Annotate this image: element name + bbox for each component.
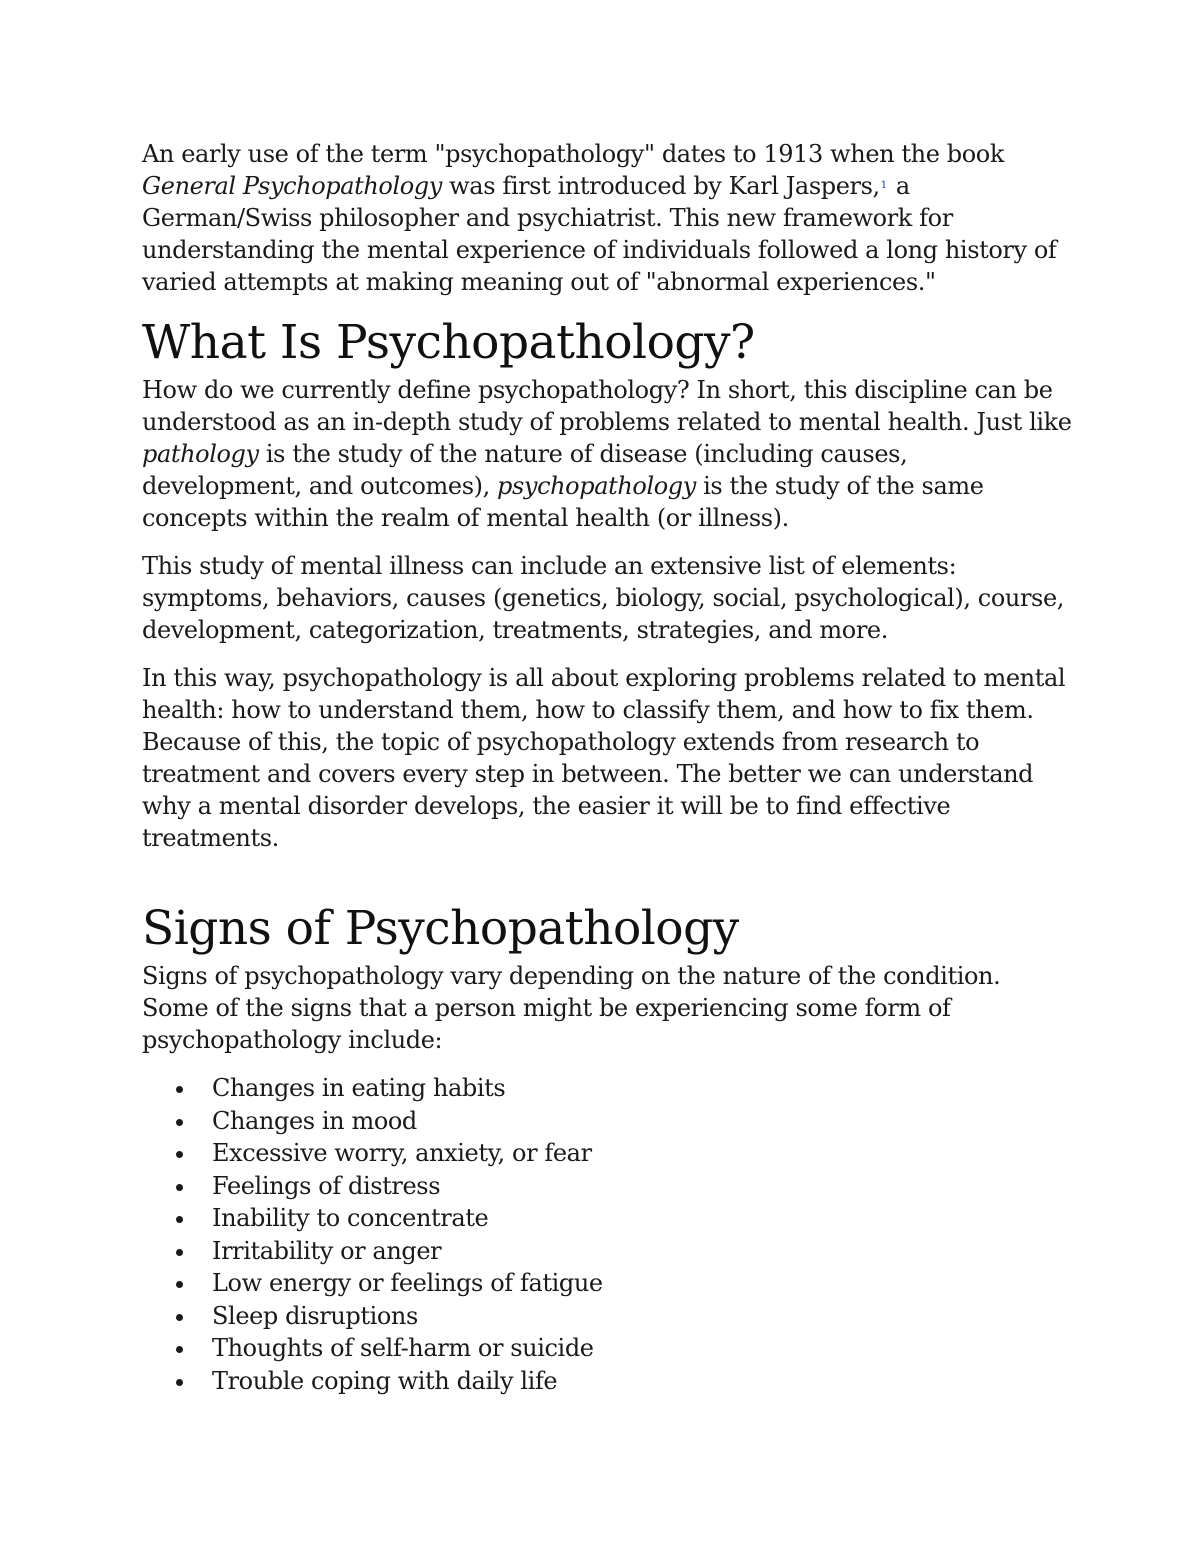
term-pathology: pathology [142,440,259,468]
elements-paragraph: This study of mental illness can include an extensive list of elements: symptoms, behaviors, causes (genetics, biology, social, psychological), course, development, categorization, treatments, strategies, and more. [142,552,1064,644]
definition-text-2: is the study of the nature of disease (including causes, development, and outcomes), [142,440,908,500]
definition-text-1: How do we currently define psychopathology? In short, this discipline can be understood as an in-depth study of problems related to mental health. Just like [142,376,1072,436]
signs-list [142,1072,1072,1397]
list-item-text: Low energy or feelings of fatigue [212,1269,603,1297]
intro-paragraph [142,138,1072,298]
heading-signs-of-psychopathology: Signs of Psychopathology [142,901,739,956]
list-item [212,1300,1072,1333]
list-item-text: Thoughts of self-harm or suicide [212,1334,594,1362]
term-psychopathology: psychopathology [497,472,696,500]
list-item [212,1170,1072,1203]
book-title: General Psychopathology [142,172,442,200]
list-item [212,1202,1072,1235]
bullet-icon [176,1184,183,1191]
bullet-icon [176,1216,183,1223]
bullet-icon [176,1379,183,1386]
intro-text-2: was first introduced by Karl Jaspers, [441,172,880,200]
footnote-link[interactable]: 1 [880,180,887,191]
definition-text-3: is the study of the same concepts within the realm of mental health (or illness). [142,472,984,532]
list-item-text: Feelings of distress [212,1171,441,1200]
heading-what-is-psychopathology: What Is Psychopathology? [142,315,755,370]
list-item [212,1235,1072,1268]
definition-paragraph [142,374,1072,534]
list-item-text: Irritability or anger [212,1236,442,1265]
bullet-icon [176,1151,183,1158]
intro-text-3: a German/Swiss philosopher and psychiatrist. This new framework for understanding the mental experience of individuals followed a long history of varied attempts at making meaning out of "abnormal experiences." [142,172,1057,296]
bullet-icon [176,1119,183,1126]
document-page [142,138,1072,1397]
list-item-text: Sleep disruptions [212,1301,418,1330]
bullet-icon [176,1086,183,1093]
exploring-paragraph: In this way, psychopathology is all about exploring problems related to mental health: how to understand them, how to classify them, and how to fix them. Because of this, the topic of psychopathology extends from research to treatment and covers every step in between. The better we can understand why a mental disorder develops, the easier it will be to find effective treatments. [142,664,1066,852]
bullet-icon [176,1281,183,1288]
list-item-text: Changes in eating habits [212,1074,506,1102]
list-item [212,1365,1072,1398]
list-item [212,1072,1072,1105]
intro-text-1: An early use of the term "psychopathology" dates to 1913 when the book [142,140,1004,168]
list-item-text: Excessive worry, anxiety, or fear [212,1139,592,1167]
list-item [212,1267,1072,1300]
list-item [212,1332,1072,1365]
list-item-text: Trouble coping with daily life [212,1366,558,1395]
list-item-text: Changes in mood [212,1106,417,1135]
list-item [212,1105,1072,1138]
list-item-text: Inability to concentrate [212,1204,489,1232]
bullet-icon [176,1346,183,1353]
list-item [212,1137,1072,1170]
signs-intro-paragraph: Signs of psychopathology vary depending on the nature of the condition. Some of the signs that a person might be experiencing some form of psychopathology include: [142,962,1001,1054]
bullet-icon [176,1249,183,1256]
bullet-icon [176,1314,183,1321]
